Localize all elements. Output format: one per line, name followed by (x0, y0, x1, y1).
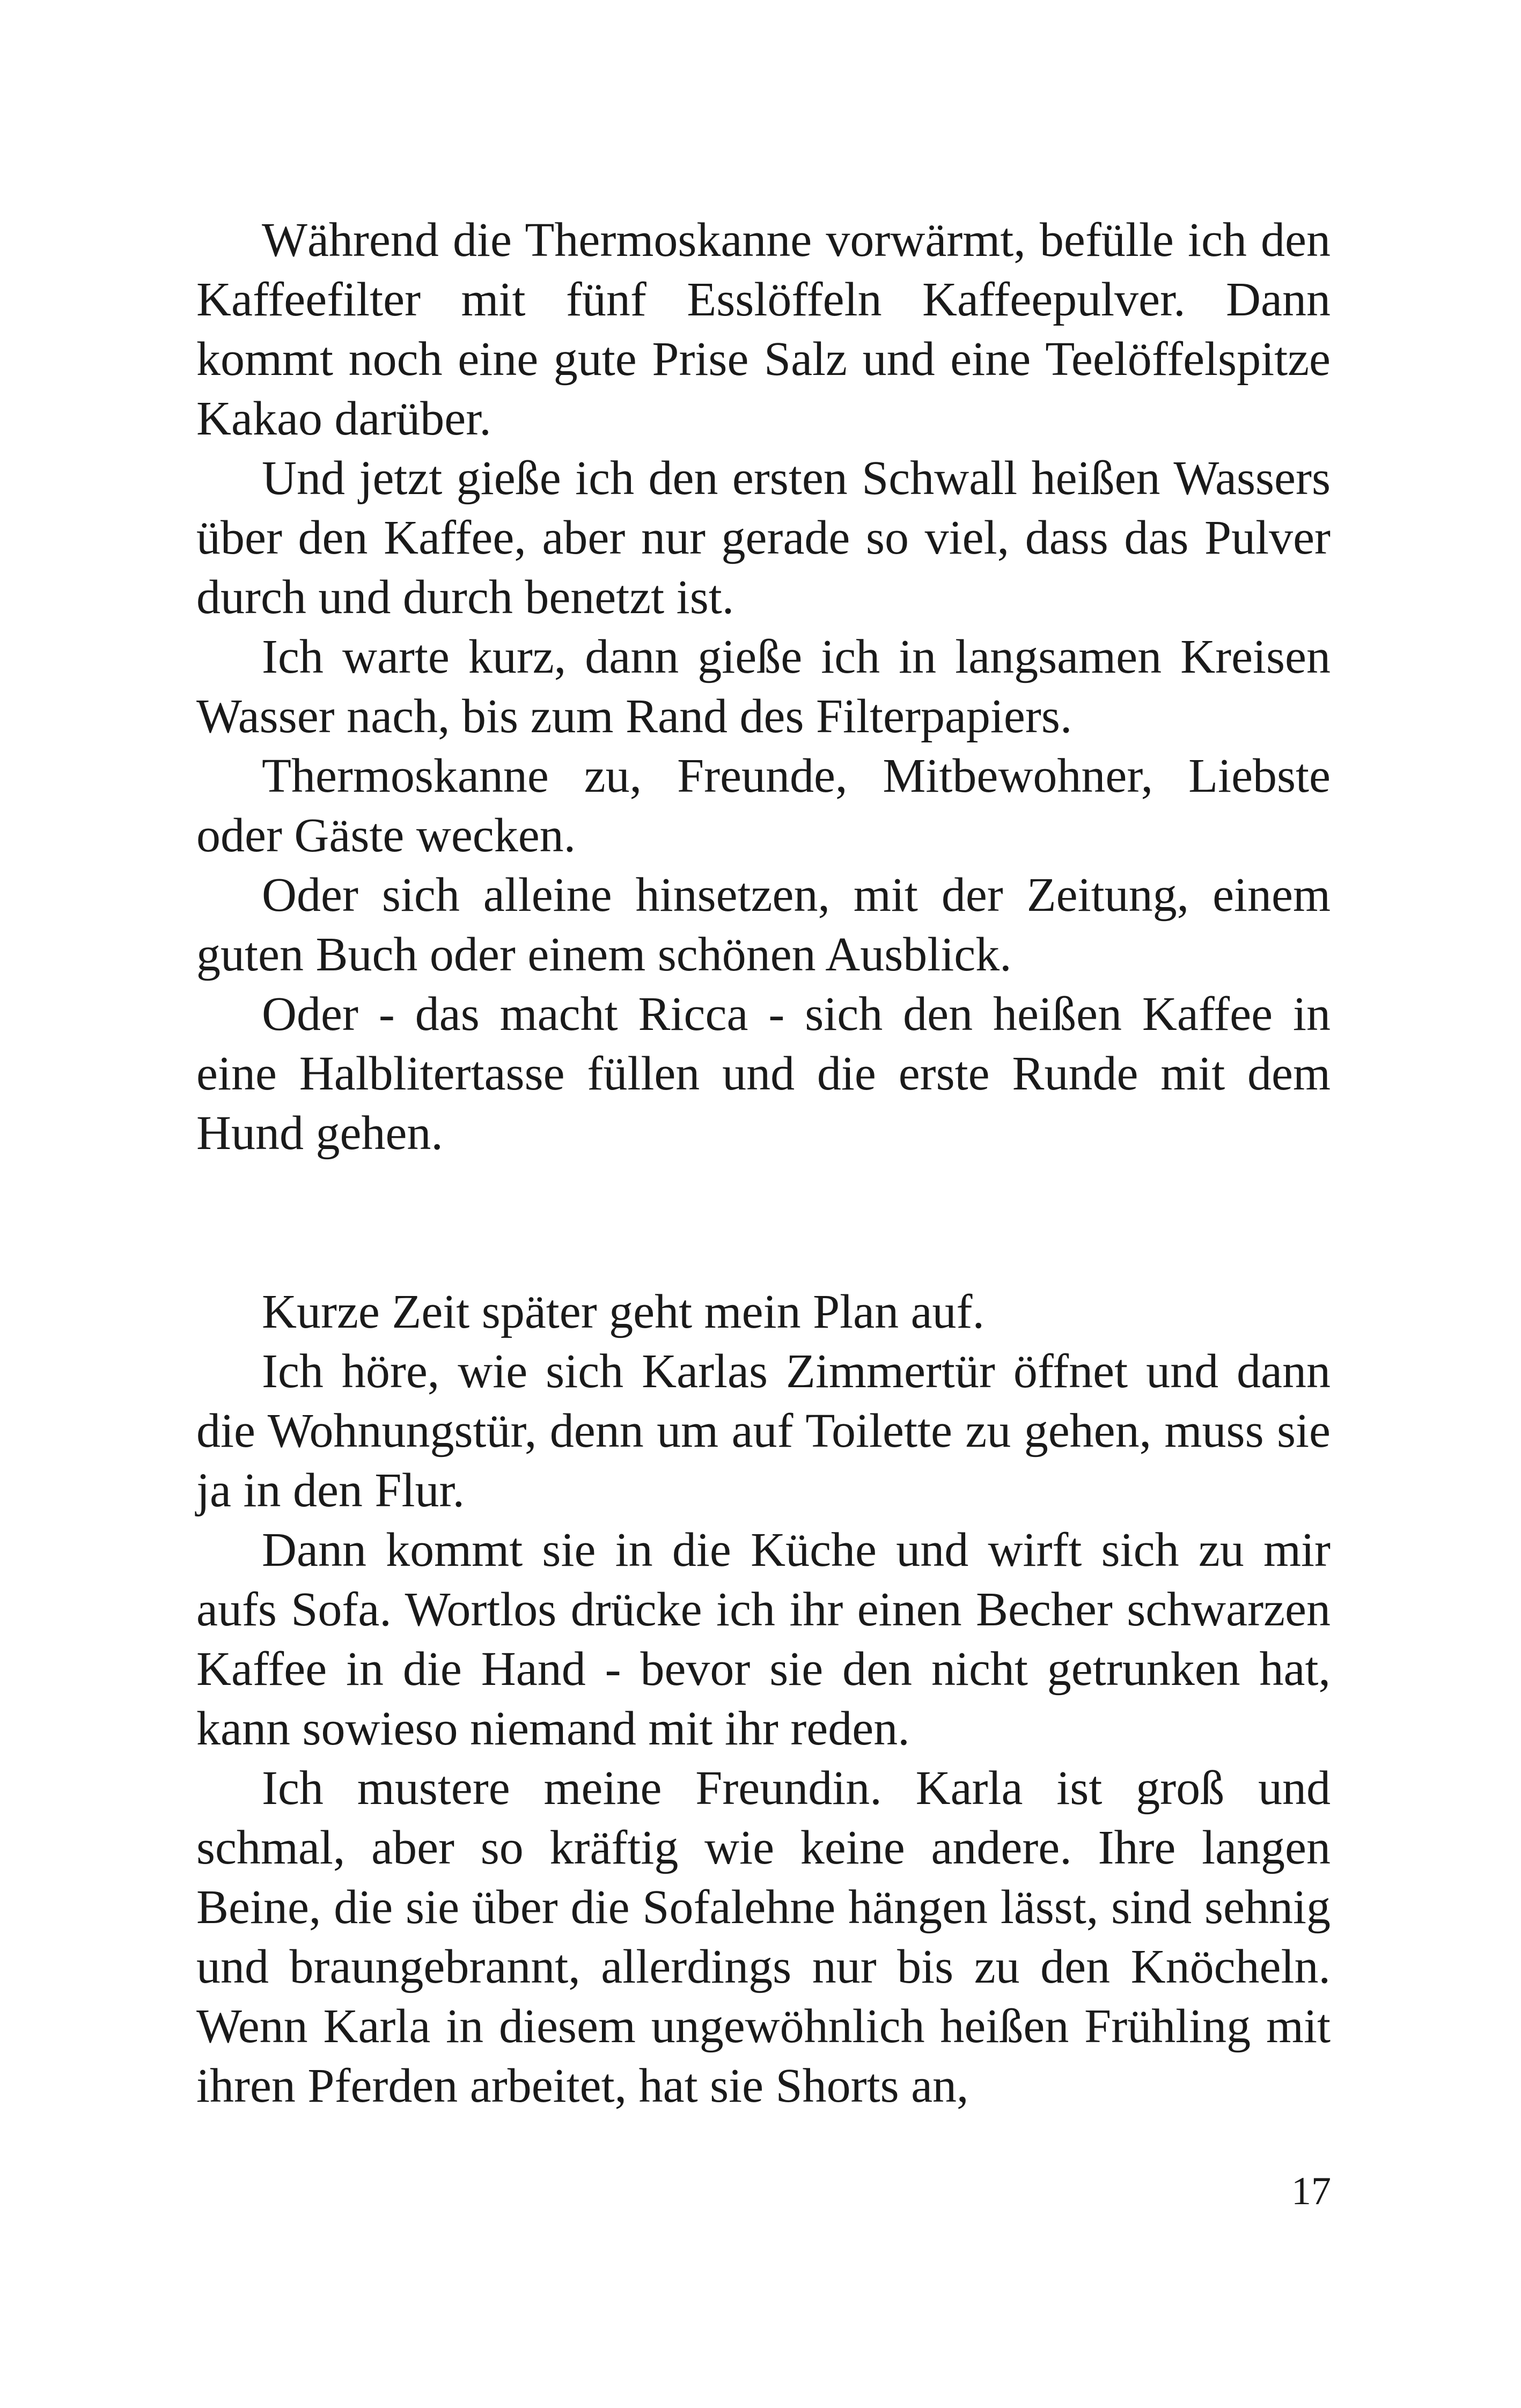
paragraph-4: Thermoskanne zu, Freunde, Mitbewohner, Liebste oder Gäste wecken. (196, 749, 1331, 862)
body-text (196, 210, 1331, 2116)
paragraph-2: Und jetzt gieße ich den ersten Schwall heißen Wassers über den Kaffee, aber nur gerade so viel, dass das Pulver durch und durch benetzt ist. (196, 452, 1331, 624)
page-number: 17 (1291, 2169, 1331, 2213)
section-break (196, 1163, 1331, 1282)
paragraph-5: Oder sich alleine hinsetzen, mit der Zeitung, einem guten Buch oder einem schönen Ausblick. (196, 868, 1331, 981)
paragraph-7: Kurze Zeit später geht mein Plan auf. (262, 1285, 985, 1338)
paragraph-8: Ich höre, wie sich Karlas Zimmertür öffnet und dann die Wohnungstür, denn um auf Toilette zu gehen, muss sie ja in den Flur. (196, 1345, 1331, 1517)
paragraph-10: Ich mustere meine Freundin. Karla ist groß und schmal, aber so kräftig wie keine andere. Ihre langen Beine, die sie über die Sofalehne hängen lässt, sind sehnig und braungebrannt, allerdings nur bis zu den Knöcheln. Wenn Karla in diesem ungewöhnlich heißen Frühling mit ihren Pferden arbeitet, hat sie Shorts an, (196, 1762, 1331, 2112)
paragraph-3: Ich warte kurz, dann gieße ich in langsamen Kreisen Wasser nach, bis zum Rand des Filterpapiers. (196, 630, 1331, 743)
paragraph-1: Während die Thermoskanne vorwärmt, befülle ich den Kaffeefilter mit fünf Esslöffeln Kaffeepulver. Dann kommt noch eine gute Prise Salz und eine Teelöffelspitze Kakao darüber. (196, 213, 1331, 445)
paragraph-6: Oder - das macht Ricca - sich den heißen Kaffee in eine Halblitertasse füllen und die erste Runde mit dem Hund gehen. (196, 988, 1331, 1160)
paragraph-9: Dann kommt sie in die Küche und wirft sich zu mir aufs Sofa. Wortlos drücke ich ihr einen Becher schwarzen Kaffee in die Hand - bevor sie den nicht getrunken hat, kann sowieso niemand mit ihr reden. (196, 1523, 1331, 1755)
